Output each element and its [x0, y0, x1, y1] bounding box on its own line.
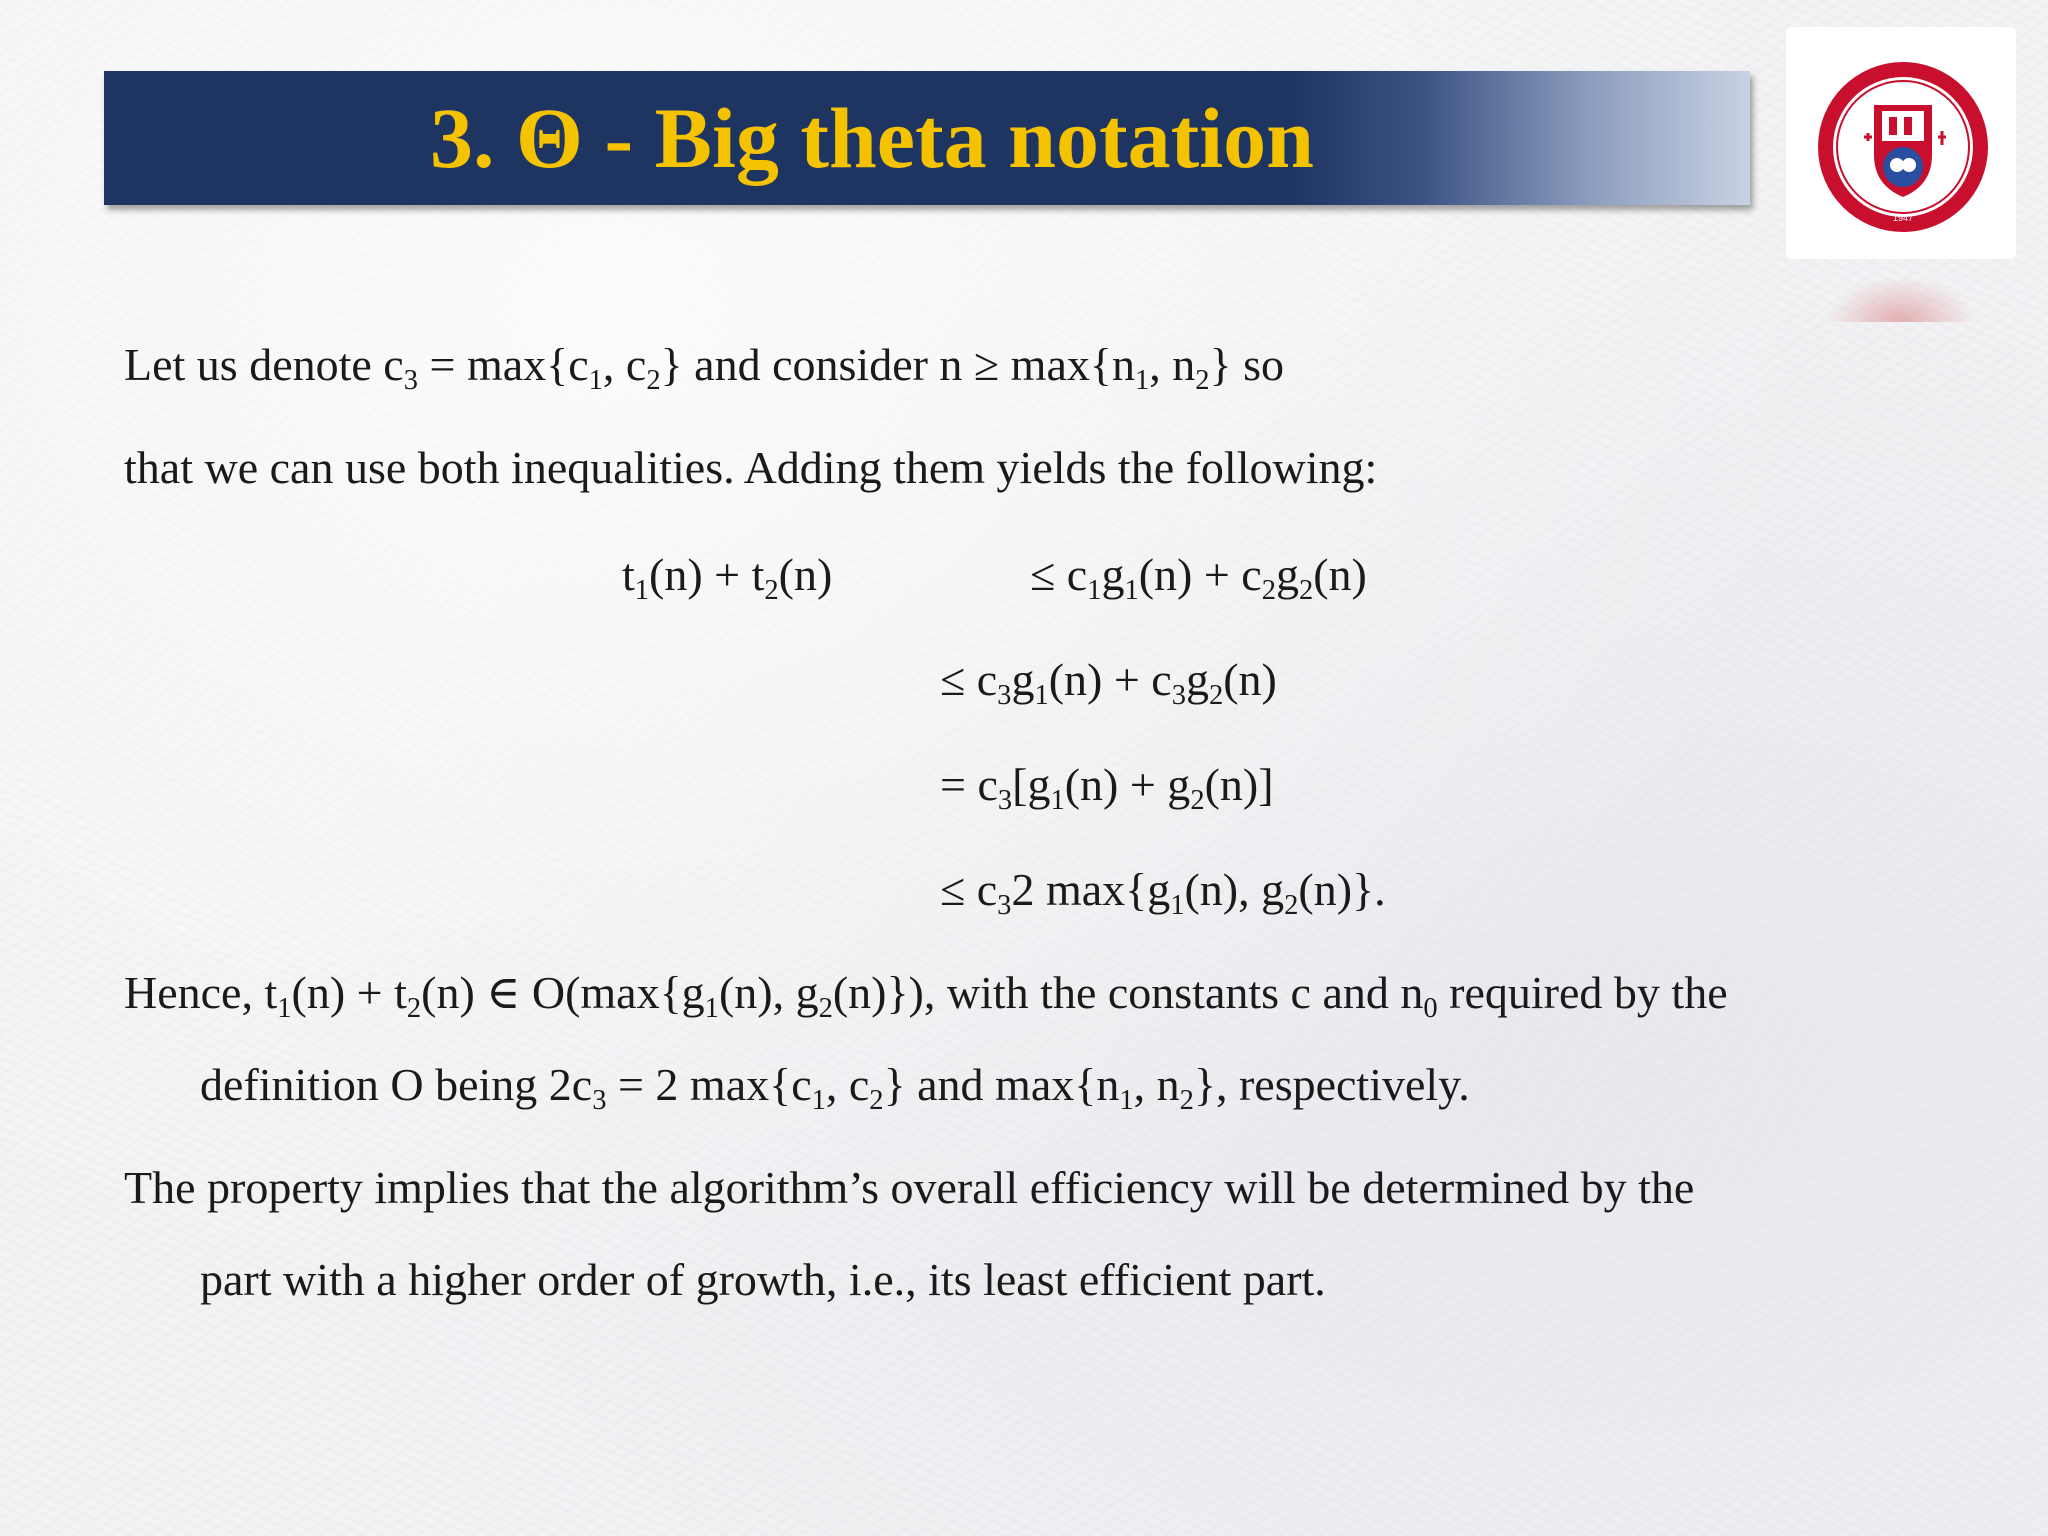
paragraph-3-line-2: part with a higher order of growth, i.e., its least efficient part.	[200, 1254, 1326, 1305]
slide-title: 3. Θ - Big theta notation	[430, 90, 1314, 186]
equation-line-2: ≤ $c_3g_1(n) + c_3g_2(n)$	[940, 654, 1277, 712]
logo-year: 1947	[1892, 213, 1914, 223]
paragraph-3-line-1: The property implies that the algorithm’s overall efficiency will be determined by the	[124, 1162, 1695, 1213]
paragraph-1-line-1: Let us denote $c_3 = \max\{c_1$, $c_2$} and consider $n \ge \max\{n_1$, $n_2$} so	[124, 339, 1284, 397]
equation-line-1: ≤ $c_1g_1(n) + c_2g_2(n)$	[1030, 549, 1367, 607]
equation-line-4: ≤ $c_32$ $\max\{g_1(n)$, $g_2(n)$}.	[940, 864, 1386, 922]
equation-left-side: $t_1(n) + t_2(n)$	[622, 549, 833, 607]
paragraph-1-line-2: that we can use both inequalities. Adding them yields the following:	[124, 442, 1378, 493]
paragraph-2-line-1: Hence, $t_1(n) + t_2(n)$ ∈ $O(\max\{g_1(n)$, $g_2(n)$}), with the constants c and $n_0$ required by the	[124, 967, 1728, 1025]
paragraph-2-line-2: definition O being $2c_3 = 2$ $\max\{c_1$, $c_2$} and $\max\{n_1$, $n_2$}, respectively.	[200, 1059, 1470, 1117]
equation-line-3: = $c_3[g_1(n) + g_2(n)]$	[940, 759, 1274, 817]
